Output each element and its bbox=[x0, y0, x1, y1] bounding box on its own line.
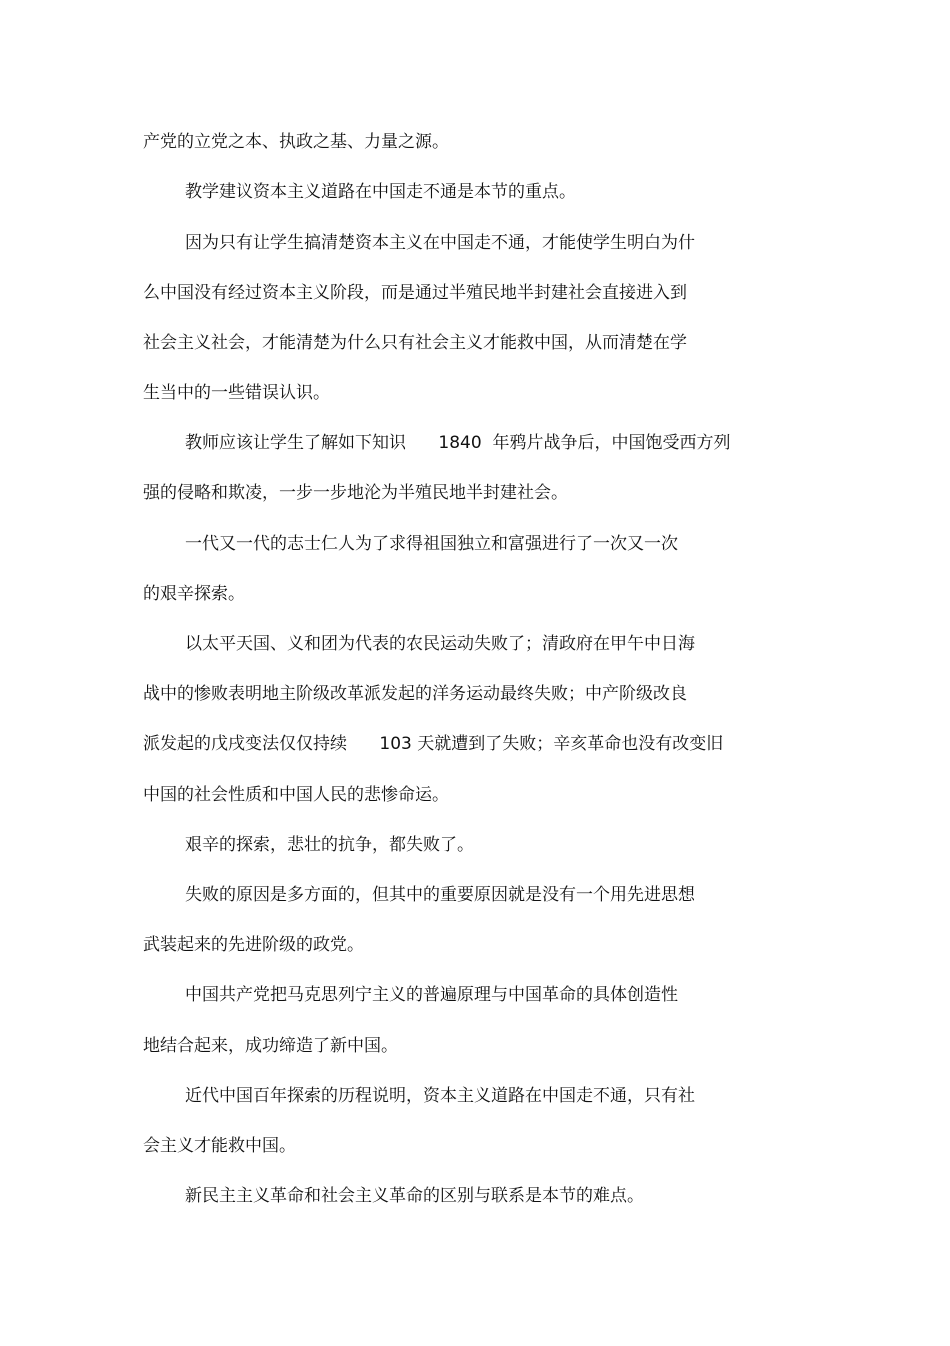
text-line: 地结合起来，成功缔造了新中国。 bbox=[143, 1036, 398, 1056]
text-line: 产党的立党之本、执政之基、力量之源。 bbox=[143, 132, 449, 152]
text-line: 的艰辛探索。 bbox=[143, 584, 245, 604]
text-line: 因为只有让学生搞清楚资本主义在中国走不通，才能使学生明白为什 bbox=[185, 233, 695, 253]
text-line: 战中的惨败表明地主阶级改革派发起的洋务运动最终失败；中产阶级改良 bbox=[143, 684, 687, 704]
text-line: 以太平天国、义和团为代表的农民运动失败了；清政府在甲午中日海 bbox=[185, 634, 695, 654]
text-line: 武装起来的先进阶级的政党。 bbox=[143, 935, 364, 955]
text-line: 么中国没有经过资本主义阶段，而是通过半殖民地半封建社会直接进入到 bbox=[143, 283, 687, 303]
text-line: 生当中的一些错误认识。 bbox=[143, 383, 330, 403]
text-line: 强的侵略和欺凌，一步一步地沦为半殖民地半封建社会。 bbox=[143, 483, 568, 503]
text-line: 近代中国百年探索的历程说明，资本主义道路在中国走不通，只有社 bbox=[185, 1086, 695, 1106]
text-line: 派发起的戊戌变法仅仅持续 103 天就遭到了失败；辛亥革命也没有改变旧 bbox=[143, 734, 724, 754]
text-line: 教学建议资本主义道路在中国走不通是本节的重点。 bbox=[185, 182, 576, 202]
text-line: 教师应该让学生了解如下知识 1840 年鸦片战争后，中国饱受西方列 bbox=[185, 433, 731, 453]
text-line: 中国的社会性质和中国人民的悲惨命运。 bbox=[143, 785, 449, 805]
text-line: 社会主义社会，才能清楚为什么只有社会主义才能救中国，从而清楚在学 bbox=[143, 333, 687, 353]
text-line: 中国共产党把马克思列宁主义的普遍原理与中国革命的具体创造性 bbox=[185, 985, 678, 1005]
text-line: 一代又一代的志士仁人为了求得祖国独立和富强进行了一次又一次 bbox=[185, 534, 678, 554]
text-line: 新民主主义革命和社会主义革命的区别与联系是本节的难点。 bbox=[185, 1186, 644, 1206]
text-line: 失败的原因是多方面的，但其中的重要原因就是没有一个用先进思想 bbox=[185, 885, 695, 905]
text-line: 艰辛的探索，悲壮的抗争，都失败了。 bbox=[185, 835, 474, 855]
text-line: 会主义才能救中国。 bbox=[143, 1136, 296, 1156]
